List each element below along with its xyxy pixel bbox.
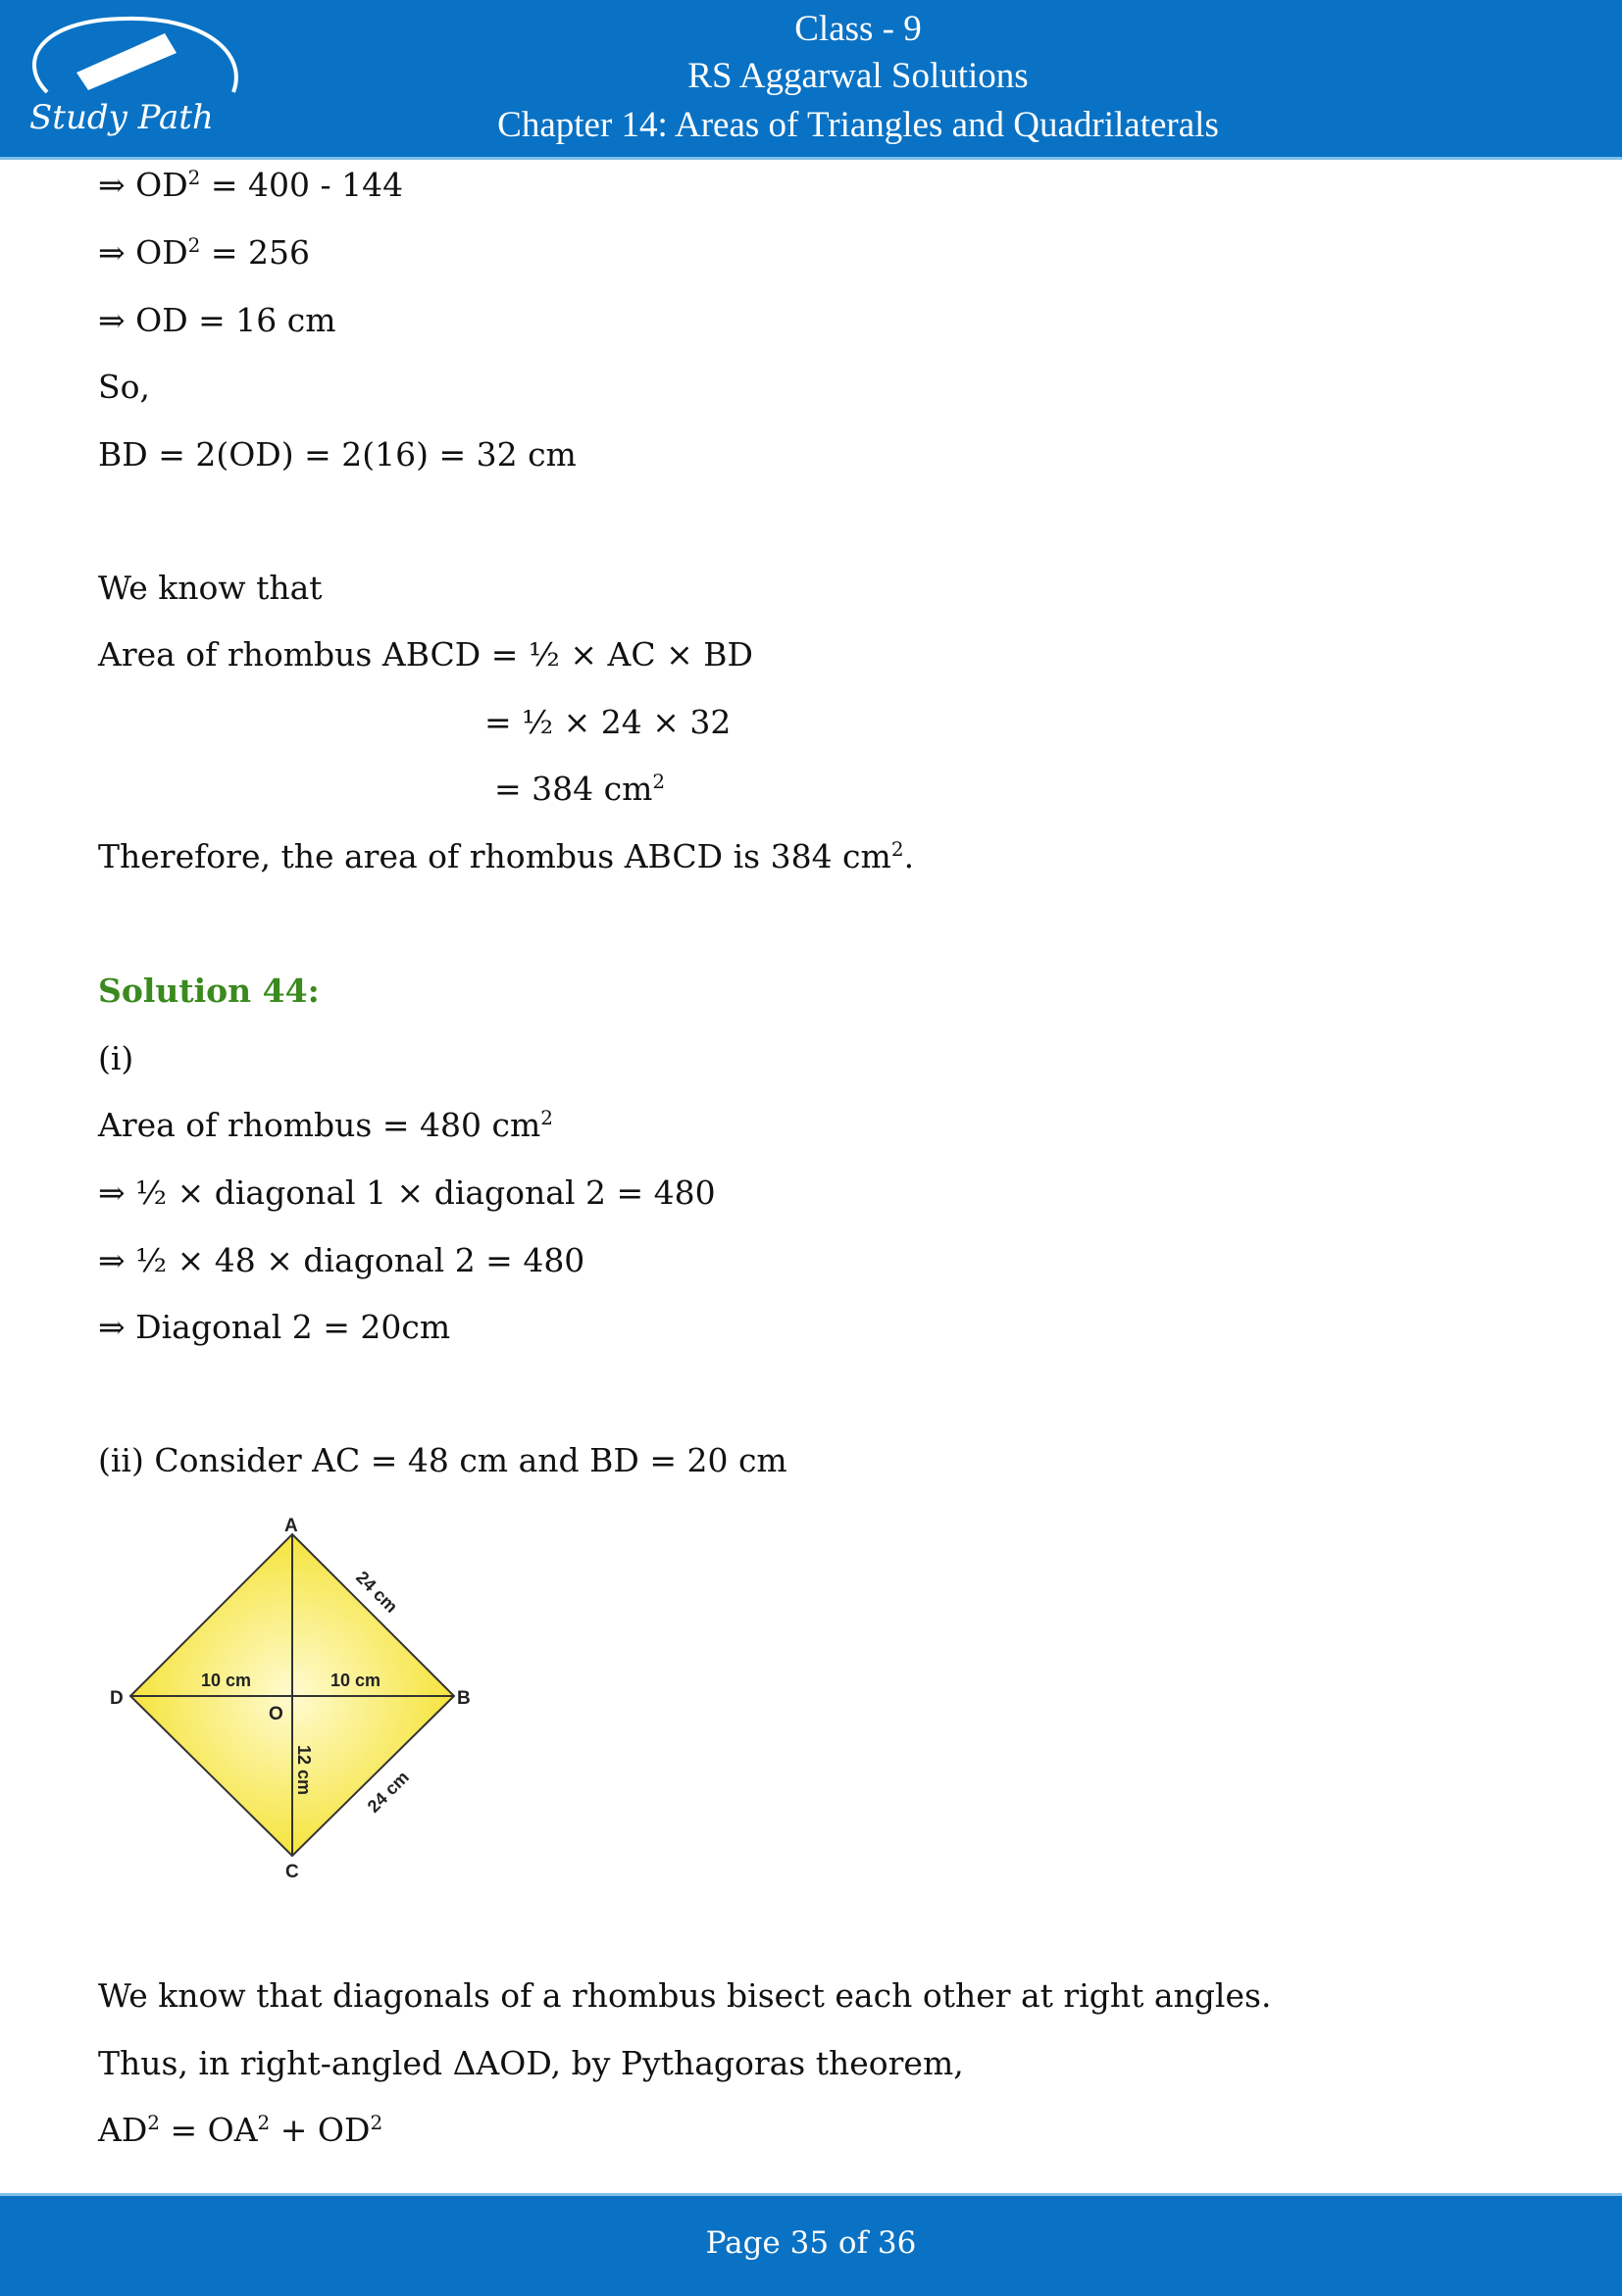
text-fragment: (ii) Consider AC = 48 cm and BD = 20 cm bbox=[98, 1441, 787, 1479]
solution-heading bbox=[98, 972, 320, 1011]
text-fragment: = 384 cm bbox=[494, 770, 653, 808]
vertex-b-label: B bbox=[457, 1688, 471, 1709]
text-fragment: 2 bbox=[890, 837, 904, 861]
label-bc: 24 cm bbox=[363, 1767, 413, 1817]
text-line bbox=[484, 703, 731, 742]
text-line bbox=[98, 569, 323, 608]
text-fragment: BD = 2(OD) = 2(16) = 32 cm bbox=[98, 435, 577, 474]
text-fragment: We know that bbox=[98, 569, 323, 607]
label-ab: 24 cm bbox=[352, 1567, 402, 1617]
text-fragment: We know that diagonals of a rhombus bisect each other at right angles. bbox=[98, 1976, 1272, 2015]
text-line bbox=[98, 1976, 1271, 2016]
text-fragment: = 256 bbox=[200, 233, 311, 272]
label-ob: 10 cm bbox=[330, 1671, 381, 1690]
text-line bbox=[98, 1241, 584, 1280]
text-fragment: ⇒ OD bbox=[98, 233, 188, 272]
text-line bbox=[98, 435, 577, 474]
text-fragment: Area of rhombus = 480 cm bbox=[98, 1106, 541, 1144]
text-fragment: ⇒ Diagonal 2 = 20cm bbox=[98, 1308, 451, 1346]
label-oc: 12 cm bbox=[294, 1745, 314, 1796]
text-fragment: . bbox=[903, 837, 915, 875]
text-fragment: Thus, in right-angled ΔAOD, by Pythagoras theorem, bbox=[98, 2044, 964, 2082]
text-fragment: + OD bbox=[270, 2111, 371, 2149]
text-fragment: 2 bbox=[147, 2111, 161, 2134]
class-title: Class - 9 bbox=[794, 9, 922, 49]
text-line bbox=[98, 635, 753, 674]
text-fragment: ⇒ ½ × 48 × diagonal 2 = 480 bbox=[98, 1241, 585, 1279]
text-line bbox=[98, 166, 403, 205]
text-line bbox=[98, 837, 914, 876]
text-fragment: ⇒ OD = 16 cm bbox=[98, 301, 336, 339]
text-line bbox=[494, 770, 665, 809]
text-line bbox=[98, 1308, 450, 1347]
page-header bbox=[0, 0, 1622, 160]
text-fragment: = OA bbox=[160, 2111, 258, 2149]
text-fragment: Therefore, the area of rhombus ABCD is 384 cm bbox=[98, 837, 891, 875]
text-fragment: ⇒ ½ × diagonal 1 × diagonal 2 = 480 bbox=[98, 1173, 716, 1212]
text-fragment: (i) bbox=[98, 1039, 134, 1077]
text-line bbox=[98, 301, 336, 340]
page-footer bbox=[0, 2193, 1622, 2296]
vertex-c-label: C bbox=[285, 1862, 299, 1882]
text-fragment: = ½ × 24 × 32 bbox=[484, 703, 732, 741]
chapter-title: Chapter 14: Areas of Triangles and Quadrilaterals bbox=[497, 105, 1219, 145]
text-line bbox=[98, 1173, 716, 1213]
text-line bbox=[98, 2111, 382, 2150]
text-fragment: 2 bbox=[187, 233, 201, 257]
text-fragment: 2 bbox=[652, 770, 666, 793]
text-fragment: 2 bbox=[540, 1106, 553, 1129]
text-fragment: Area of rhombus ABCD = ½ × AC × BD bbox=[98, 635, 753, 674]
study-path-logo-icon bbox=[18, 14, 243, 96]
text-line bbox=[98, 2044, 964, 2083]
vertex-o-label: O bbox=[269, 1704, 283, 1724]
text-line bbox=[98, 233, 310, 273]
text-fragment: ⇒ OD bbox=[98, 166, 188, 204]
vertex-a-label: A bbox=[284, 1516, 298, 1536]
vertex-d-label: D bbox=[110, 1688, 124, 1709]
text-fragment: 2 bbox=[257, 2111, 271, 2134]
rhombus-diagram bbox=[88, 1500, 510, 1892]
text-fragment: 2 bbox=[370, 2111, 383, 2134]
text-fragment: AD bbox=[98, 2111, 148, 2149]
text-line bbox=[98, 368, 150, 407]
page-number: Page 35 of 36 bbox=[705, 2225, 917, 2261]
text-line bbox=[98, 1441, 787, 1480]
label-do: 10 cm bbox=[201, 1671, 252, 1690]
logo-text: Study Path bbox=[29, 98, 214, 137]
text-fragment: 2 bbox=[187, 166, 201, 189]
text-fragment: = 400 - 144 bbox=[200, 166, 404, 204]
text-line bbox=[98, 1039, 133, 1078]
text-line bbox=[98, 1106, 553, 1145]
book-title: RS Aggarwal Solutions bbox=[687, 56, 1029, 96]
text-fragment: Solution 44: bbox=[98, 972, 320, 1010]
text-fragment: So, bbox=[98, 368, 150, 406]
